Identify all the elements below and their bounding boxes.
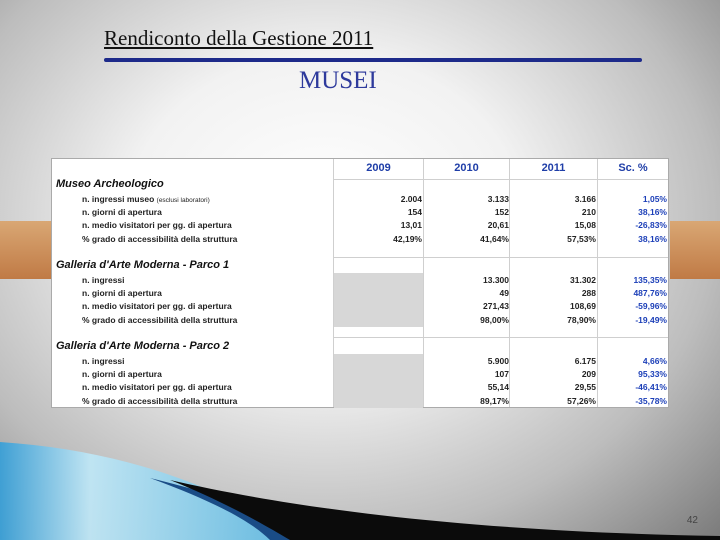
table-cell: 49 <box>499 288 509 298</box>
table-cell: 41,64% <box>480 234 509 244</box>
row-note: (esclusi laboratori) <box>156 197 210 204</box>
table-cell: 4,66% <box>642 356 667 366</box>
table-cell: -46,41% <box>635 382 667 392</box>
row-label: % grado di accessibilità della struttura <box>82 234 238 244</box>
row-label: % grado di accessibilità della struttura <box>82 396 238 406</box>
table-cell: 487,76% <box>633 288 667 298</box>
row-label: % grado di accessibilità della struttura <box>82 315 238 325</box>
row-label: n. medio visitatori per gg. di apertura <box>82 220 232 230</box>
table-cell: 29,55 <box>574 382 596 392</box>
table-cell: 5.900 <box>487 356 509 366</box>
table-divider <box>509 159 510 407</box>
table-cell: 57,26% <box>567 396 596 406</box>
table-cell: -59,96% <box>635 301 667 311</box>
table-cell: 152 <box>494 207 509 217</box>
row-label: n. ingressi <box>82 275 125 285</box>
table-cell: 135,35% <box>633 275 667 285</box>
table-cell: 107 <box>494 369 509 379</box>
table-cell: 89,17% <box>480 396 509 406</box>
table-cell: 2.004 <box>400 194 422 204</box>
row-label: n. ingressi <box>82 356 125 366</box>
row-label: n. ingressi museo (esclusi laboratori) <box>82 194 210 204</box>
table-cell: 55,14 <box>487 382 509 392</box>
column-header-2010: 2010 <box>454 162 479 174</box>
table-cell: 288 <box>581 288 596 298</box>
row-label: n. medio visitatori per gg. di apertura <box>82 382 232 392</box>
table-cell: 1,05% <box>642 194 667 204</box>
table-cell: 154 <box>407 207 422 217</box>
row-label: n. giorni di apertura <box>82 369 162 379</box>
column-header-2011: 2011 <box>541 162 566 174</box>
table-divider <box>333 179 668 180</box>
table-cell: 95,33% <box>638 369 667 379</box>
table-cell: 78,90% <box>567 315 596 325</box>
table-cell: 38,16% <box>638 207 667 217</box>
table-cell: 38,16% <box>638 234 667 244</box>
table-cell: 15,08 <box>574 220 596 230</box>
bottom-wave-decoration <box>0 440 720 540</box>
table-cell: -19,49% <box>635 315 667 325</box>
table-cell: 98,00% <box>480 315 509 325</box>
table-cell: 108,69 <box>570 301 596 311</box>
row-label: n. giorni di apertura <box>82 207 162 217</box>
left-decorative-tab <box>0 221 52 279</box>
table-cell: 3.166 <box>574 194 596 204</box>
column-header-2009: 2009 <box>366 162 391 174</box>
table-cell: -26,83% <box>635 220 667 230</box>
page-number: 42 <box>686 515 698 526</box>
table-cell: 210 <box>581 207 596 217</box>
table-cell: 209 <box>581 369 596 379</box>
table-cell: -35,78% <box>635 396 667 406</box>
row-label: n. medio visitatori per gg. di apertura <box>82 301 232 311</box>
slide-title: Rendiconto della Gestione 2011 <box>104 26 374 50</box>
table-cell: 271,43 <box>483 301 509 311</box>
museum-stats-table <box>51 158 669 408</box>
table-cell: 13,01 <box>400 220 422 230</box>
column-header-change: Sc. % <box>618 162 648 174</box>
table-cell: 20,61 <box>487 220 509 230</box>
table-cell: 42,19% <box>393 234 422 244</box>
right-decorative-tab <box>670 221 720 279</box>
table-divider <box>423 159 424 407</box>
slide-subtitle: MUSEI <box>299 67 377 94</box>
row-label: n. giorni di apertura <box>82 288 162 298</box>
table-cell: 31.302 <box>570 275 596 285</box>
table-cell: 57,53% <box>567 234 596 244</box>
no-data-block <box>334 354 423 408</box>
title-underline-rule <box>104 58 642 62</box>
section-title: Museo Archeologico <box>56 178 164 190</box>
table-divider <box>333 337 668 338</box>
section-title: Galleria d'Arte Moderna - Parco 2 <box>56 340 230 352</box>
table-divider <box>333 257 668 258</box>
table-cell: 3.133 <box>487 194 509 204</box>
table-cell: 6.175 <box>574 356 596 366</box>
table-cell: 13.300 <box>483 275 509 285</box>
section-title: Galleria d'Arte Moderna - Parco 1 <box>56 259 230 271</box>
no-data-block <box>334 273 423 327</box>
